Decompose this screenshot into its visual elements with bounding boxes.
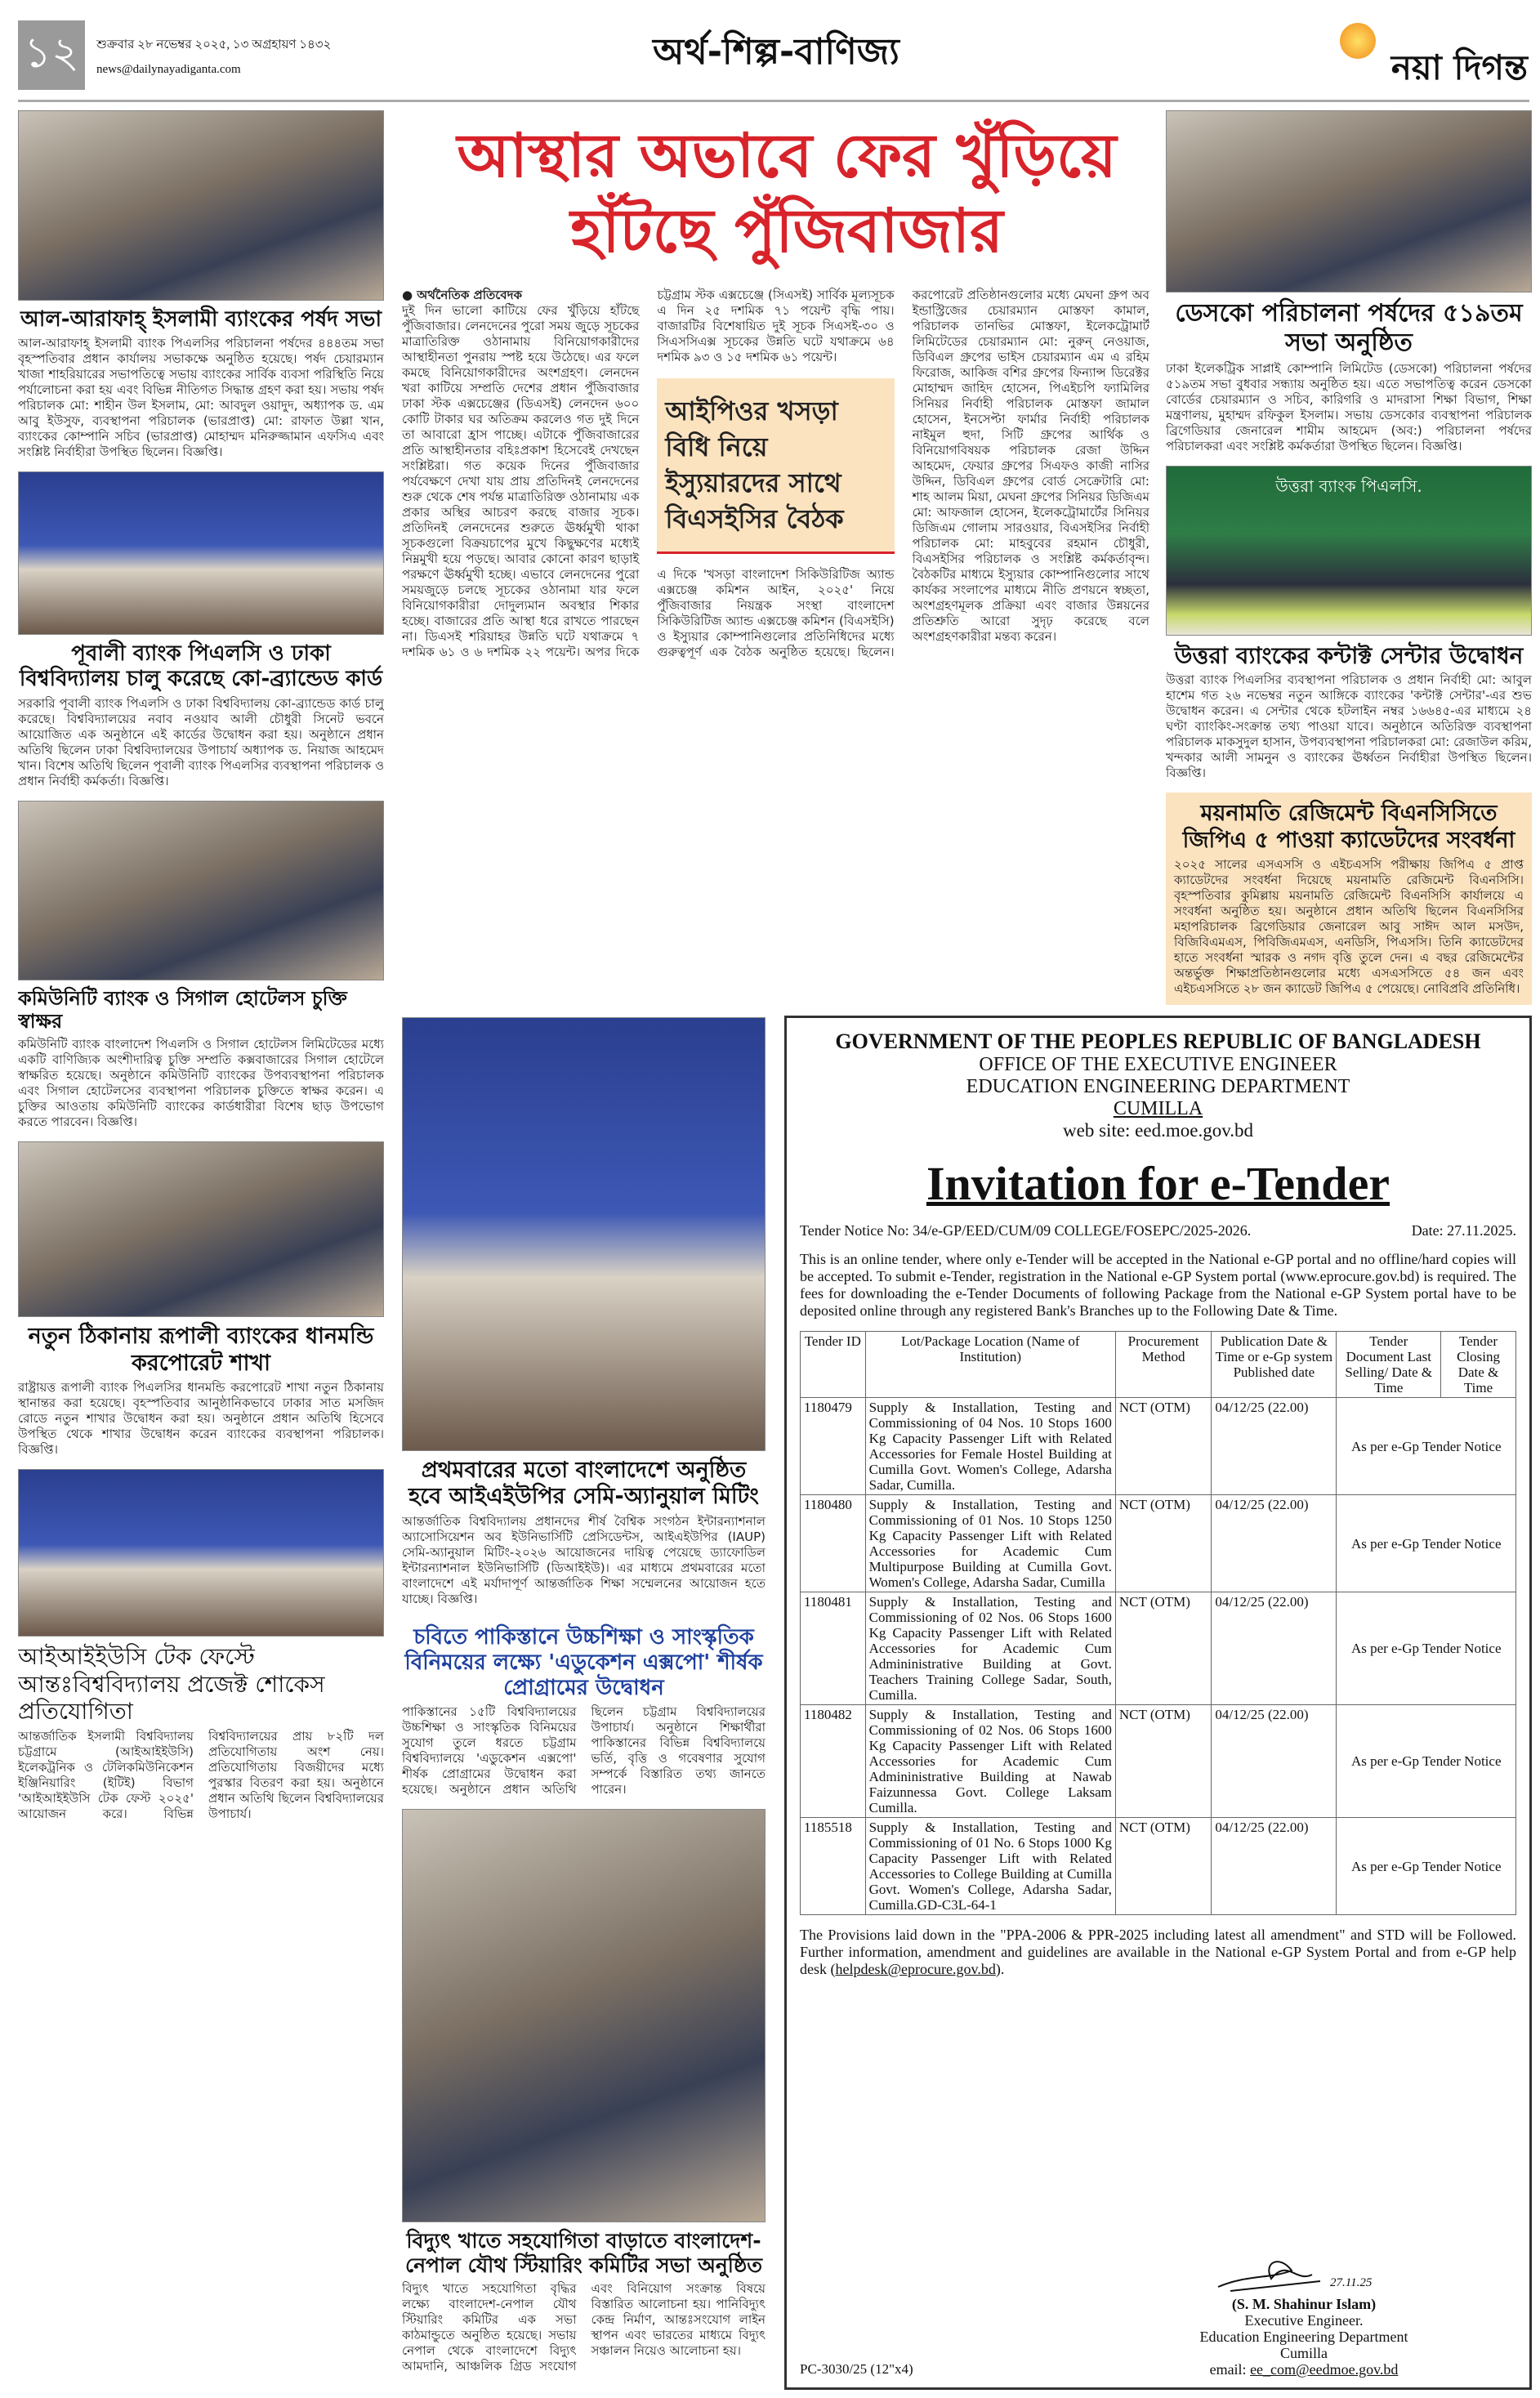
tender-date: Date: 27.11.2025. bbox=[1411, 1222, 1516, 1239]
table-row bbox=[801, 1398, 1516, 1495]
article-photo bbox=[18, 1141, 384, 1317]
tender-office: OFFICE OF THE EXECUTIVE ENGINEER bbox=[979, 1054, 1337, 1075]
article-body: পাকিস্তানের ১৫টি বিশ্ববিদ্যালয়ের উচ্চশিক্ষা ও সাংস্কৃতিক বিনিময়ের সুযোগ তুলে ধরতে চট্টগ্রাম বিশ্ববিদ্যালয়ে 'এডুকেশন এক্সপো' শীর্ষক প্রোগ্রামের উদ্বোধন করা হয়েছে। অনুষ্ঠানে প্রধান অতিথি ছিলেন চট্টগ্রাম বিশ্ববিদ্যালয়ের উপাচার্য। অনুষ্ঠানে শিক্ষার্থীরা পাকিস্তানের বিভিন্ন বিশ্ববিদ্যালয়ে ভর্তি, বৃত্তি ও গবেষণার সুযোগ সম্পর্কে বিস্তারিত তথ্য জানতে পারেন। bbox=[402, 1704, 766, 1797]
table-row bbox=[801, 1818, 1516, 1915]
column-header: Tender ID bbox=[801, 1332, 866, 1398]
article-body: আন্তর্জাতিক বিশ্ববিদ্যালয় প্রধানদের শীর্ষ বৈশ্বিক সংগঠন ইন্টারন্যাশনাল অ্যাসোসিয়েশন অব ইউনিভার্সিটি প্রেসিডেন্টস, আইএইউপির (IAUP) সেমি-অ্যানুয়াল মিটিং-২০২৬ আয়োজনের দায়িত্ব পেয়েছে ড্যাফোডিল ইন্টারন্যাশনাল ইউনিভার্সিটি (ডিআইইউ)। এর মাধ্যমে প্রথমবারের মতো বাংলাদেশে এই মর্যাদাপূর্ণ আন্তর্জাতিক শিক্ষা সম্মেলনের আয়োজন হতে যাচ্ছে। বিজ্ঞপ্তি। bbox=[402, 1513, 766, 1606]
article-photo bbox=[402, 1017, 766, 1451]
article-headline: নতুন ঠিকানায় রূপালী ব্যাংকের ধানমন্ডি করপোরেট শাখা bbox=[28, 1324, 374, 1376]
lot-location: Supply & Installation, Testing and Commissioning of 01 Nos. 10 Stops 1250 Kg Capacity Passenger Lift with Related Accessories for Academic Cum Multipurpose Building at Cumilla Govt. Women's College, Adarsha Sadar, Cumilla bbox=[865, 1495, 1115, 1592]
tender-id: 1180480 bbox=[801, 1495, 866, 1592]
article-photo bbox=[1166, 110, 1532, 292]
column-header: Tender Document Last Selling/ Date & Time bbox=[1337, 1332, 1441, 1398]
article-photo bbox=[18, 1469, 384, 1637]
tender-id: 1180481 bbox=[801, 1592, 866, 1705]
article-headline: ডেসকো পরিচালনা পর্ষদের ৫১৯তম সভা অনুষ্ঠিত bbox=[1175, 298, 1523, 357]
tender-footer bbox=[800, 2250, 1516, 2381]
email-label: email: bbox=[1209, 2361, 1251, 2378]
tender-id: 1180479 bbox=[801, 1398, 866, 1495]
article-body: ২০২৫ সালের এসএসসি ও এইচএসসি পরীক্ষায় জিপিএ ৫ প্রাপ্ত ক্যাডেটদের সংবর্ধনা দিয়েছে ময়নামতি রেজিমেন্ট বিএনসিসি। বৃহস্পতিবার কুমিল্লায় ময়নামতি রেজিমেন্ট বিএনসিসি কার্যালয়ে এ সংবর্ধনা অনুষ্ঠিত হয়। অনুষ্ঠানে প্রধান অতিথি ছিলেন বিএনসিসির মহাপরিচালক ব্রিগেডিয়ার জেনারেল আবু সাঈদ আল মসউদ, বিজিবিএমএস, পিবিজিএমএস, এনডিসি, পিএসসি। তিনি ক্যাডেটদের হাতে সংবর্ধনা স্মারক ও নগদ বৃত্তি তুলে দেন। এ বছর রেজিমেন্টের অন্তর্ভুক্ত শিক্ষাপ্রতিষ্ঠানগুলোর মধ্যে এসএসসিতে ৫৪ জন এবং এইচএসসিতে ২৮ জন ক্যাডেট জিপিএ ৫ পেয়েছে। নোবিপ্রবি প্রতিনিধি। bbox=[1174, 857, 1524, 996]
column-header: Lot/Package Location (Name of Institution) bbox=[865, 1332, 1115, 1398]
table-row bbox=[801, 1705, 1516, 1818]
tender-dept: EDUCATION ENGINEERING DEPARTMENT bbox=[966, 1076, 1350, 1097]
contact-email[interactable]: news@dailynayadiganta.com bbox=[96, 63, 241, 76]
table-row bbox=[801, 1495, 1516, 1592]
article-body: উত্তরা ব্যাংক পিএলসির ব্যবস্থাপনা পরিচালক ও প্রধান নির্বাহী মো: আবুল হাশেম গত ২৬ নভেম্বর নতুন আঙ্গিকে ব্যাংকের 'কন্টাক্ট সেন্টার'-এর শুভ উদ্বোধন করেন। এ সেন্টার থেকে হটলাইন নম্বর ১৬৬৪৫-এর মাধ্যমে ২৪ ঘণ্টা ব্যাংকিং-সংক্রান্ত তথ্য পাওয়া যাবে। অনুষ্ঠানে অতিরিক্ত ব্যবস্থাপনা পরিচালক মাকসুদুল হাসান, উপব্যবস্থাপনা পরিচালকরা মো: রেজাউল করিম, খন্দকার আলী সামনুন ও ব্যাংকের ঊর্ধ্বতন নির্বাহীরা উপস্থিত ছিলেন। বিজ্ঞপ্তি। bbox=[1166, 672, 1532, 781]
procurement-method: NCT (OTM) bbox=[1115, 1398, 1211, 1495]
highlight-box bbox=[1166, 793, 1532, 1005]
tender-gov: GOVERNMENT OF THE PEOPLES REPUBLIC OF BANGLADESH bbox=[835, 1029, 1481, 1053]
lead-article-text: দুই দিন ভালো কাটিয়ে ফের খুঁড়িয়ে হাঁটছে পুঁজিবাজার। লেনদেনের পুরো সময় জুড়ে সূচকের মাত্রাতিরিক্ত ওঠানামায় বিনিয়োগকারীদের আস্থাহীনতা পুনরায় স্পষ্ট হয়ে উঠেছে। এর ফলে কমছে বিনিয়োগকারীদের অংশগ্রহণ। লেনদেন খরা কাটিয়ে সম্প্রতি দেশের প্রধান পুঁজিবাজার ঢাকা স্টক এক্সচেঞ্জের (ডিএসই) লেনদেন ৬০০ কোটি টাকার ঘর অতিক্রম করলেও গত দুই দিনে তা আবারো হ্রাস পাচ্ছে। এটাকে পুঁজিবাজারের প্রতি আস্থাহীনতার বহিঃপ্রকাশ হিসেবেই দেখছেন সংশ্লিষ্টরা। গত কয়েক দিনের পুঁজিবাজার পর্যবেক্ষণে দেখা যায় প্রায় প্রতিদিনই লেনদেনের শুরু থেকে শেষ পর্যন্ত মাত্রাতিরিক্ত ওঠানামায় এক প্রকার অস্থির আচরণ করছে বাজার সূচক। প্রতিদিনই লেনদেনের শুরুতে ঊর্ধ্বমুখী থাকা সূচকগুলো বিক্রয়চাপের মুখে কিছুক্ষণের মধ্যেই নিম্নমুখী হয়ে পড়ছে। আবার কোনো কারণ ছাড়াই পরক্ষণে ঊর্ধ্বমুখী হচ্ছে। এভাবে লেনদেনের পুরো সময়জুড়ে চলছে সূচকের ওঠানামা যার ফলে বিনিয়োগকারীরা দোদুল্যমান অবস্থার শিকার হচ্ছে। বাজারের প্রতি আস্থা ধরে রাখতে পারছেন না। ডিএসই শরিয়াহর উন্নতি ঘটে যথাক্রমে ৭ দশমিক ৬১ ও ৬ দশমিক ২২ পয়েন্ট। অপর দিকে চট্টগ্রাম স্টক এক্সচেঞ্জে (সিএসই) সার্বিক মূল্যসূচক এ দিন ২৫ দশমিক ৭১ পয়েন্ট বৃদ্ধি পায়। বাজারটির বিশেষায়িত দুই সূচক সিএসই-৩০ ও সিএসসিএক্স সূচকের উন্নতি ঘটে যথাক্রমে ৬৪ দশমিক ৯৩ ও ১৫ দশমিক ৬১ পয়েন্ট। bbox=[402, 288, 895, 659]
provisions-text: The Provisions laid down in the "PPA-2006 & PPR-2025 including latest all amendment" and STD will be Followed. Further information, amendment and guidelines are available in the National e-GP System Portal and from e-GP help desk ( bbox=[800, 1927, 1516, 1977]
article-headline: প্রথমবারের মতো বাংলাদেশে অনুষ্ঠিত হবে আইএইউপির সেমি-অ্যানুয়াল মিটিং bbox=[408, 1457, 759, 1510]
lead-headline-line-2: হাঁটছে পুঁজিবাজার bbox=[570, 196, 1003, 266]
lead-headline bbox=[423, 118, 1150, 269]
sub-headline: আইপিওর খসড়া বিধি নিয়ে ইস্যুয়ারদের সাথে বিএসইসির বৈঠক bbox=[657, 378, 894, 554]
tender-city: CUMILLA bbox=[1113, 1098, 1203, 1119]
article-body: সরকারি পূবালী ব্যাংক পিএলসি ও ঢাকা বিশ্ববিদ্যালয় কো-ব্র্যান্ডেড কার্ড চালু করেছে। বিশ্ববিদ্যালয়ের নবাব নওয়াব আলী চৌধুরী সিনেট ভবনে আয়োজিত এক অনুষ্ঠানে এই কার্ডের উদ্বোধন করা হয়। অনুষ্ঠানে প্রধান অতিথি ছিলেন ঢাকা বিশ্ববিদ্যালয়ের উপাচার্য অধ্যাপক ড. নিয়াজ আহমেদ খান। বিশেষ অতিথি ছিলেন পূবালী ব্যাংক পিএলসির ব্যবস্থাপনা পরিচালক ও প্রধান নির্বাহী কর্মকর্তা। বিজ্ঞপ্তি। bbox=[18, 695, 384, 788]
article-headline: বিদ্যুৎ খাতে সহযোগিতা বাড়াতে বাংলাদেশ-নেপাল যৌথ স্টিয়ারিং কমিটির সভা অনুষ্ঠিত bbox=[404, 2229, 763, 2277]
left-column bbox=[18, 110, 384, 2386]
article-headline: পূবালী ব্যাংক পিএলসি ও ঢাকা বিশ্ববিদ্যালয় চালু করেছে কো-ব্র্যান্ডেড কার্ড bbox=[19, 641, 383, 692]
logo-text: নয়া দিগন্ত bbox=[1390, 47, 1528, 87]
procurement-method: NCT (OTM) bbox=[1115, 1818, 1211, 1915]
sub-article-text: এ দিকে 'খসড়া বাংলাদেশ সিকিউরিটিজ অ্যান্ড এক্সচেঞ্জ কমিশন আইন, ২০২৫' নিয়ে পুঁজিবাজার নিয়ন্ত্রক সংস্থা বাংলাদেশ সিকিউরিটিজ অ্যান্ড এক্সচেঞ্জ কমিশন (বিএসইসি) ও ইস্যুয়ার কোম্পানিগুলোর প্রতিনিধিদের মধ্যে গুরুত্বপূর্ণ এক বৈঠক অনুষ্ঠিত হয়েছে। ছিলেন। করপোরেট প্রতিষ্ঠানগুলোর মধ্যে মেঘনা গ্রুপ অব ইন্ডাস্ট্রিজের চেয়ারম্যান মোস্তফা কামাল, পরিচালক তানভির মোস্তফা, ইলেকট্রোমার্ট লিমিটেডের চেয়ারম্যান মো: নুরুন্ নেওয়াজ, ডিবিএল গ্রুপের ভাইস চেয়ারম্যান এম এ রহিম ফিরোজ, আকিজ বশির গ্রুপের ফিন্যান্স ডিরেক্টর মোহাম্মদ জাহিদ হোসেন, পিএইচপি ফ্যামিলির সিনিয়র নির্বাহী পরিচালক মোস্তফা জামাল হোসেন, ইনসেপ্টা ফার্মার নির্বাহী পরিচালক নাইমুল হুদা, সিটি গ্রুপের আর্থিক ও বিনিয়োগবিষয়ক পরিচালক রেজা উদ্দিন আহমেদ, ফেয়ার গ্রুপের সিএফও কাজী নাসির উদ্দিন, ডিবিএল গ্রুপের বোর্ড সেক্রেটারি মো: শাহ আলম মিয়া, মেঘনা গ্রুপের সিনিয়র ডিজিএম মো: আফজাল হোসেন, ইলেকট্রোমার্টের সিনিয়র ডিজিএম গোলাম সারওয়ার, বিএসইসির নির্বাহী পরিচালক মো: মাহবুবের রহমান চৌধুরী, বিএসইসির পরিচালক ও সংশ্লিষ্ট কর্মকর্তাবৃন্দ। বৈঠকটির মাধ্যমে ইস্যুয়ার কোম্পানিগুলোর সাথে কার্যকর সংলাপের মাধ্যমে নীতি প্রণয়নে স্বচ্ছতা, অংশগ্রহণমূলক প্রক্রিয়া এবং বাজার উন্নয়নের প্রতিশ্রুতি আরো সুদৃঢ় করেছে বলে অংশগ্রহণকারীরা মন্তব্য করেন। bbox=[657, 288, 1149, 659]
article-body: কমিউনিটি ব্যাংক বাংলাদেশ পিএলসি ও সিগাল হোটেলস লিমিটেডের মধ্যে একটি বাণিজ্যিক অংশীদারিত্ব চুক্তি সম্প্রতি কক্সবাজারের সিগাল হোটেলে স্বাক্ষরিত হয়েছে। অনুষ্ঠানে কমিউনিটি ব্যাংকের উপব্যবস্থাপনা পরিচালক এবং সিগাল হোটেলসের ব্যবস্থাপনা পরিচালক চুক্তিতে স্বাক্ষর করেন। এ চুক্তির আওতায় কমিউনিটি ব্যাংকের কার্ডধারীরা বিশেষ ছাড় উপভোগ করতে পারবেন। বিজ্ঞপ্তি। bbox=[18, 1037, 384, 1130]
column-header: Publication Date & Time or e-Gp system Published date bbox=[1212, 1332, 1337, 1398]
article-body: ঢাকা ইলেকট্রিক সাপ্লাই কোম্পানি লিমিটেড (ডেসকো) পরিচালনা পর্ষদের ৫১৯তম সভা বুধবার সন্ধ্যায় অনুষ্ঠিত হয়। এতে সভাপতিত্ব করেন ডেসকো বোর্ডের চেয়ারম্যান ও সচিব, কারিগরি ও মাদরাসা শিক্ষা বিভাগ, শিক্ষা মন্ত্রণালয়, মুহাম্মদ রফিকুল ইসলাম। সভায় ডেসকোর ব্যবস্থাপনা পরিচালক ব্রিগেডিয়ার জেনারেল শামীম আহমেদ (অব:) পরিচালনা পর্ষদের পরিচালকরা এবং সংশ্লিষ্ট কর্মকর্তারা উপস্থিত ছিলেন। বিজ্ঞপ্তি। bbox=[1166, 360, 1532, 453]
tender-dates-note: As per e-Gp Tender Notice bbox=[1337, 1398, 1516, 1495]
publication-date: 04/12/25 (22.00) bbox=[1212, 1398, 1337, 1495]
tender-dates-note: As per e-Gp Tender Notice bbox=[1337, 1495, 1516, 1592]
publication-date: 04/12/25 (22.00) bbox=[1212, 1818, 1337, 1915]
article-headline: আইআইইউসি টেক ফেস্টে আন্তঃবিশ্ববিদ্যালয় প্রজেক্ট শোকেস প্রতিযোগিতা bbox=[18, 1642, 325, 1726]
article-body: আল-আরাফাহ্ ইসলামী ব্যাংক পিএলসির পরিচালনা পর্ষদের ৪৪৪তম সভা বৃহস্পতিবার প্রধান কার্যালয় সভাকক্ষে অনুষ্ঠিত হয়েছে। পর্ষদ চেয়ারম্যান খাজা শাহরিয়ারের সভাপতিত্বে সভায় ব্যাংকের সার্বিক ব্যবসা পরিস্থিতি নিয়ে পর্যালোচনা করা হয় এবং বিভিন্ন নীতিগত সিদ্ধান্ত গ্রহণ করা হয়। সভায় পর্ষদ পরিচালক মো: শাহীন উল ইসলাম, মো: আবদুল ওয়াদুদ, অধ্যাপক ড. এম আবু ইউসুফ, ব্যবস্থাপনা পরিচালক (ভারপ্রাপ্ত) মো: রাফাত উল্লা খান, ব্যাংকের কোম্পানি সচিব (ভারপ্রাপ্ত) মোহাম্মদ মনিরুজ্জামান এফসিএ এবং সংশ্লিষ্ট নির্বাহীরা উপস্থিত ছিলেন। বিজ্ঞপ্তি। bbox=[18, 336, 384, 460]
article-photo bbox=[18, 471, 384, 635]
byline: ● অর্থনৈতিক প্রতিবেদক bbox=[402, 288, 523, 302]
article-headline: কমিউনিটি ব্যাংক ও সিগাল হোটেলস চুক্তি স্বাক্ষর bbox=[18, 986, 347, 1034]
table-header bbox=[801, 1332, 1516, 1398]
tender-dates-note: As per e-Gp Tender Notice bbox=[1337, 1818, 1516, 1915]
issue-date: শুক্রবার ২৮ নভেম্বর ২০২৫, ১৩ অগ্রহায়ণ ১৪৩২ bbox=[96, 38, 332, 51]
tender-id: 1185518 bbox=[801, 1818, 866, 1915]
tender-title: Invitation for e-Tender bbox=[926, 1157, 1390, 1210]
lot-location: Supply & Installation, Testing and Commissioning of 04 Nos. 10 Stops 1600 Kg Capacity Passenger Lift with Related Accessories for Female Hostel Building at Cumilla Govt. Women's College, Adarsha Sadar, Cumilla. bbox=[865, 1398, 1115, 1495]
article-headline: আল-আরাফাহ্ ইসলামী ব্যাংকের পর্ষদ সভা bbox=[20, 307, 382, 332]
tender-dates-note: As per e-Gp Tender Notice bbox=[1337, 1592, 1516, 1705]
signer-name: (S. M. Shahinur Islam) bbox=[1231, 2296, 1377, 2312]
article-photo bbox=[402, 1809, 766, 2222]
signer-designation: Executive Engineer. bbox=[1244, 2312, 1364, 2329]
helpdesk-email-link[interactable]: helpdesk@eprocure.gov.bd bbox=[835, 1961, 996, 1977]
signer-email-link[interactable]: ee_com@eedmoe.gov.bd bbox=[1250, 2361, 1399, 2378]
column-header: Tender Closing Date & Time bbox=[1441, 1332, 1516, 1398]
signer-city: Cumilla bbox=[1280, 2345, 1328, 2361]
section-title: অর্থ-শিল্প-বাণিজ্য bbox=[653, 31, 899, 73]
tender-website[interactable]: web site: eed.moe.gov.bd bbox=[1063, 1120, 1253, 1141]
signature-scribble-icon bbox=[1214, 2250, 1328, 2296]
lot-location: Supply & Installation, Testing and Commissioning of 02 Nos. 06 Stops 1600 Kg Capacity Passenger Lift with Related Accessories for Academic Cum Admininistrative Building at Nawab Faizunnessa Govt. College Laksam Cumilla. bbox=[865, 1705, 1115, 1818]
lead-article-body bbox=[402, 288, 1149, 660]
signatory-block bbox=[1165, 2250, 1443, 2378]
tender-id: 1180482 bbox=[801, 1705, 866, 1818]
article-body: আন্তর্জাতিক ইসলামী বিশ্ববিদ্যালয় চট্টগ্রামে (আইআইইউসি) ইলেকট্রনিক ও টেলিকমিউনিকেশন ইঞ্জিনিয়ারিং (ইটিই) বিভাগ 'আইআইইউসি টেক ফেস্ট ২০২৫' আয়োজন করে। বিভিন্ন বিশ্ববিদ্যালয়ের প্রায় ৮২টি দল প্রতিযোগিতায় অংশ নেয়। প্রতিযোগিতায় বিজয়ীদের মধ্যে পুরস্কার বিতরণ করা হয়। অনুষ্ঠানে প্রধান অতিথি ছিলেন বিশ্ববিদ্যালয়ের উপাচার্য। bbox=[18, 1728, 384, 1821]
tender-provisions bbox=[800, 1927, 1516, 1978]
tender-dates-note: As per e-Gp Tender Notice bbox=[1337, 1705, 1516, 1818]
signature-date: 27.11.25 bbox=[1330, 2276, 1373, 2289]
provisions-end: ). bbox=[995, 1961, 1005, 1977]
signature bbox=[1214, 2250, 1394, 2296]
signer-email-row bbox=[1165, 2361, 1443, 2378]
column-header: Procurement Method bbox=[1115, 1332, 1211, 1398]
middle-lower-column bbox=[402, 1017, 766, 2386]
tender-notice bbox=[784, 1016, 1532, 2390]
newspaper-logo bbox=[1291, 23, 1528, 88]
procurement-method: NCT (OTM) bbox=[1115, 1705, 1211, 1818]
article-body: রাষ্ট্রায়ত্ত রূপালী ব্যাংক পিএলসির ধানমন্ডি করপোরেট শাখা নতুন ঠিকানায় স্থানান্তর করা হয়েছে। বৃহস্পতিবার আনুষ্ঠানিকভাবে ঢাকার সাত মসজিদ রোডে নতুন শাখার উদ্বোধন করা হয়। অনুষ্ঠানে প্রধান অতিথি হিসেবে উপস্থিত থেকে শাখার উদ্বোধন করেন ব্যাংকের ব্যবস্থাপনা পরিচালক। বিজ্ঞপ্তি। bbox=[18, 1379, 384, 1457]
publication-date: 04/12/25 (22.00) bbox=[1212, 1705, 1337, 1818]
procurement-method: NCT (OTM) bbox=[1115, 1495, 1211, 1592]
tender-table bbox=[800, 1331, 1516, 1915]
lead-headline-line-1: আস্থার অভাবে ফের খুঁড়িয়ে bbox=[457, 121, 1117, 191]
article-headline: চবিতে পাকিস্তানে উচ্চশিক্ষা ও সাংস্কৃতিক বিনিময়ের লক্ষ্যে 'এডুকেশন এক্সপো' শীর্ষক প্রোগ্রামের উদ্বোধন bbox=[404, 1624, 763, 1700]
right-column bbox=[1166, 110, 1532, 1005]
tender-ref-row bbox=[800, 1222, 1516, 1239]
publication-date: 04/12/25 (22.00) bbox=[1212, 1592, 1337, 1705]
article-headline: ময়নামতি রেজিমেন্ট বিএনসিসিতে জিপিএ ৫ পাওয়া ক্যাডেটদের সংবর্ধনা bbox=[1182, 801, 1515, 853]
article-headline: উত্তরা ব্যাংকের কন্টাক্ট সেন্টার উদ্বোধন bbox=[1174, 641, 1524, 669]
photo-banner-text: উত্তরা ব্যাংক পিএলসি. bbox=[1275, 476, 1422, 496]
ad-reference: PC-3030/25 (12"x4) bbox=[800, 2361, 913, 2377]
tender-notice-no: Tender Notice No: 34/e-GP/EED/CUM/09 COLLEGE/FOSEPC/2025-2026. bbox=[800, 1222, 1252, 1239]
article-body: বিদ্যুৎ খাতে সহযোগিতা বৃদ্ধির লক্ষ্যে বাংলাদেশ-নেপাল যৌথ স্টিয়ারিং কমিটির এক সভা কাঠমান্ডুতে অনুষ্ঠিত হয়েছে। সভায় নেপাল থেকে বাংলাদেশে বিদ্যুৎ আমদানি, আঞ্চলিক গ্রিড সংযোগ এবং বিনিয়োগ সংক্রান্ত বিষয়ে বিস্তারিত আলোচনা হয়। পানিবিদ্যুৎ কেন্দ্র নির্মাণ, আন্তঃসংযোগ লাইন স্থাপন এবং ভারতের মাধ্যমে বিদ্যুৎ সঞ্চালন নিয়েও আলোচনা হয়। bbox=[402, 2281, 766, 2373]
table-row bbox=[801, 1592, 1516, 1705]
procurement-method: NCT (OTM) bbox=[1115, 1592, 1211, 1705]
publication-date: 04/12/25 (22.00) bbox=[1212, 1495, 1337, 1592]
article-photo bbox=[18, 801, 384, 980]
lot-location: Supply & Installation, Testing and Commissioning of 01 No. 6 Stops 1000 Kg Capacity Passenger Lift with Related Accessories to College Building at Cumilla Govt. Women's College, Adarsha Sadar, Cumilla.GD-C3L-64-1 bbox=[865, 1818, 1115, 1915]
signer-dept: Education Engineering Department bbox=[1199, 2329, 1408, 2345]
article-photo bbox=[18, 110, 384, 301]
lot-location: Supply & Installation, Testing and Commissioning of 02 Nos. 06 Stops 1600 Kg Capacity Passenger Lift with Related Accessories for Academic Cum Admininistrative Building at Govt. Teachers Training College Sadar, South, Cumilla. bbox=[865, 1592, 1115, 1705]
page-number: ১২ bbox=[18, 20, 85, 90]
article-photo bbox=[1166, 466, 1532, 636]
masthead-meta bbox=[96, 33, 331, 82]
header-divider bbox=[18, 100, 1529, 102]
tender-intro: This is an online tender, where only e-Tender will be accepted in the National e-GP portal and no offline/hard copies will be accepted. To submit e-Tender, registration in the National e-GP System portal (www.eprocure.gov.bd) is required. The fees for downloading the e-Tender Documents of following Package from the National e-GP System portal have to be deposited online through any registered Bank's Branches up to the Following Date & Time. bbox=[800, 1251, 1516, 1319]
